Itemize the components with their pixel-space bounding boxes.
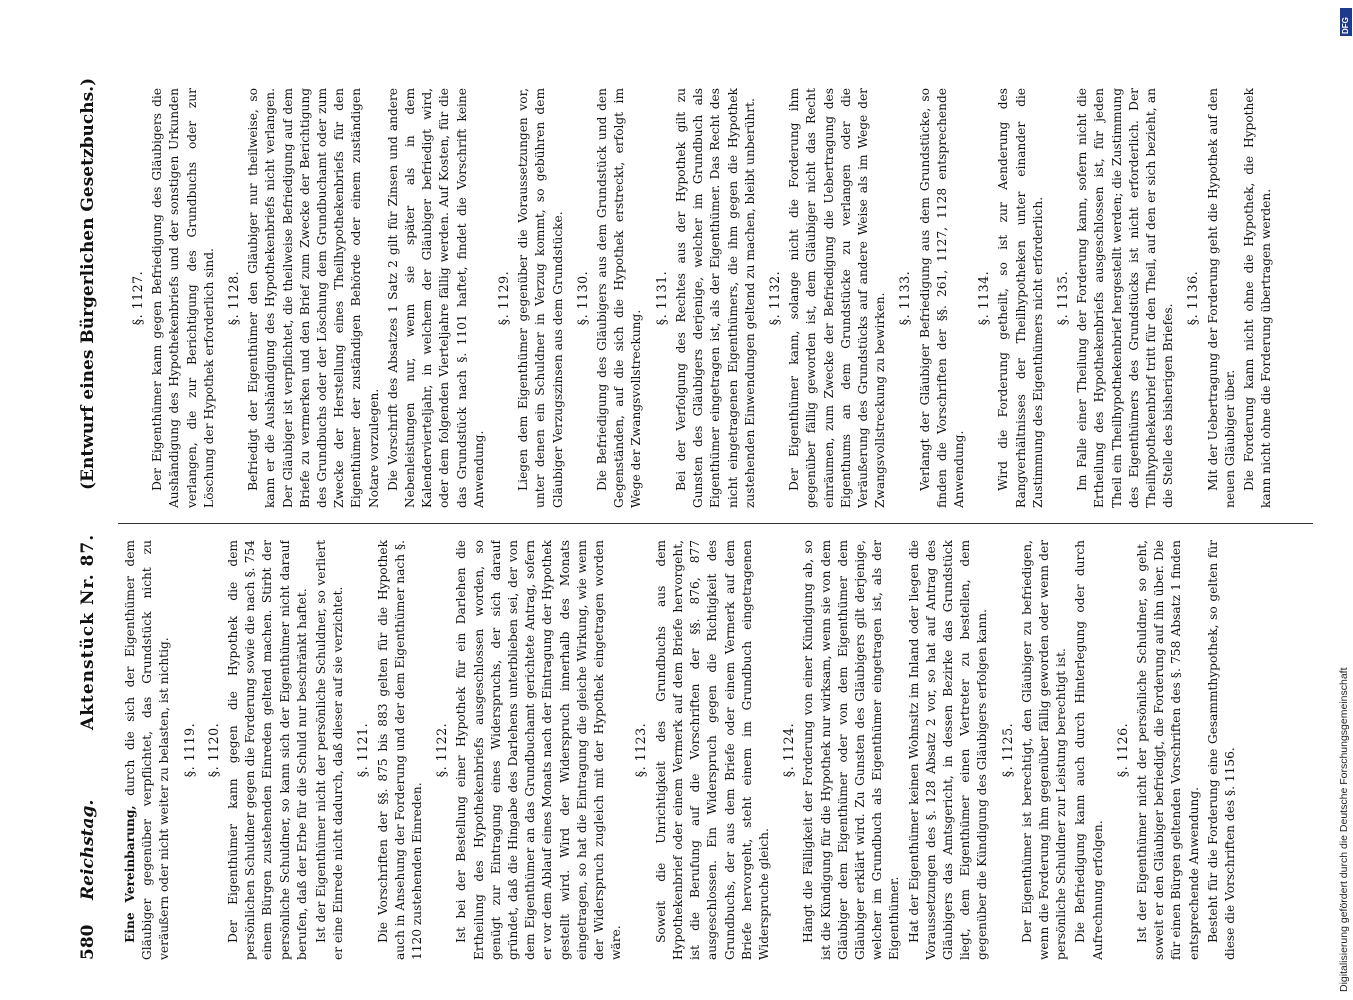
paragraph: Die Vorschriften der §§. 875 bis 883 gelten für die Hypothek auch in Ansehung der Forderung und der dem Eigenthümer nach §. 1120 zustehenden Einreden. (375, 540, 425, 960)
paragraph: Die Befriedigung kann auch durch Hinterlegung oder durch Aufrechnung erfolgen. (1073, 540, 1105, 960)
paragraph: Die Forderung kann nicht ohne die Hypothek, die Hypothek kann nicht ohne die Forderung übertragen werden. (1241, 88, 1274, 508)
section-heading: §. 1128. (226, 270, 242, 326)
paragraph: Der Eigenthümer kann, solange nicht die Forderung ihm gegenüber fällig geworden ist, dem Gläubiger nicht das Recht einräumen, zum Zwecke der Befriedigung die Uebertragung des Eigenthums an dem Grundstücke zu verlangen oder die Veräußerung des Grundstücks auf andere Weise als im Wege der Zwangsvollstreckung zu bewirken. (787, 88, 888, 508)
paragraph: Der Eigenthümer kann gegen Befriedigung des Gläubigers die Aushändigung des Hypothekenbriefs und der sonstigen Urkunden verlangen, die zur Berichtigung des Grundbuchs oder zur Löschung der Hypothek erforderlich sind. (150, 88, 216, 508)
right-column (122, 88, 1322, 508)
digitization-note: Digitalisierung gefördert durch die Deutsche Forschungsgemeinschaft (1338, 667, 1350, 992)
section-heading: §. 1132. (766, 270, 782, 326)
paragraph-text: durch die sich der Eigenthümer dem Gläubiger gegenüber verpflichtet, das Grundstück nicht zu veräußern oder nicht weiter zu belasten, ist nichtig. (123, 540, 172, 960)
section-heading: §. 1136. (1185, 270, 1201, 326)
paragraph: Liegen dem Eigenthümer gegenüber die Voraussetzungen vor, unter denen ein Schuldner in Verzug kommt, so gebühren dem Gläubiger Verzugszinsen aus dem Grundstücke. (516, 88, 565, 508)
paragraph: Der Eigenthümer kann gegen die Hypothek die dem persönlichen Schuldner gegen die Forderung sowie die nach §. 754 einem Bürgen zustehenden Einreden geltend machen. Stirbt der persönliche Schuldner, so kann sich der Eigenthümer nicht darauf berufen, daß der Erbe für die Schuld nur beschränkt haftet. (226, 540, 309, 960)
section-heading: §. 1133. (897, 270, 913, 326)
paragraph: Mit der Uebertragung der Forderung geht die Hypothek auf den neuen Gläubiger über. (1205, 88, 1237, 508)
collection-title: Aktenstück Nr. 87. (78, 533, 98, 730)
left-column (122, 540, 1322, 960)
section-heading: §. 1130. (574, 270, 590, 326)
section-heading: §. 1134. (976, 270, 992, 326)
paragraph: Verlangt der Gläubiger Befriedigung aus dem Grundstücke, so finden die Vorschriften der §§. 261, 1127, 1128 entsprechende Anwendung. (917, 88, 966, 508)
section-heading: §. 1131. (653, 270, 669, 326)
section-heading: §. 1119. (181, 722, 197, 778)
section-heading: §. 1127. (130, 270, 145, 326)
paragraph: Hängt die Fälligkeit der Forderung von einer Kündigung ab, so ist die Kündigung für die Hypothek nur wirksam, wenn sie von dem Gläubiger dem Eigenthümer oder von dem Eigenthümer dem Gläubiger erklärt wird. Zu Gunsten des Gläubigers gilt derjenige, welcher im Grundbuch als Eigenthümer eingetragen ist, als der Eigenthümer. (801, 540, 902, 960)
section-heading: §. 1122. (434, 722, 450, 778)
paragraph: Besteht für die Forderung eine Gesammthypothek, so gelten für diese die Vorschriften des §. 1156. (1205, 540, 1237, 960)
paragraph: Im Falle einer Theilung der Forderung kann, sofern nicht die Ertheilung des Hypothekenbriefs ausgeschlossen ist, für jeden Theil ein Theilhypothekenbrief hergestellt werden; die Zustimmung des Eigenthümers des Grundstücks ist nicht erforderlich. Der Theilhypothekenbrief tritt für den Theil, auf den er sich bezieht, an die Stelle des bisherigen Briefes. (1075, 88, 1176, 508)
paragraph: Der Eigenthümer ist berechtigt, den Gläubiger zu befriedigen, wenn die Forderung ihm gegenüber fällig geworden oder wenn der persönliche Schuldner zur Leistung berechtigt ist. (1019, 540, 1069, 960)
rotated-document-page (70, 70, 1330, 960)
paragraph: Soweit die Unrichtigkeit des Grundbuchs aus dem Hypothekenbrief oder einem Vermerk auf dem Briefe hervorgeht, ist die Berufung auf die Vorschriften der §§. 876, 877 ausgeschlossen. Ein Widerspruch gegen die Richtigkeit des Grundbuchs, der aus dem Briefe oder einem Vermerk auf dem Briefe hervorgeht, steht einem im Grundbuch eingetragenen Widerspruche gleich. (653, 540, 771, 960)
page-number: 580 (78, 924, 98, 960)
dfg-logo (1340, 8, 1352, 36)
paragraph: Hat der Eigenthümer keinen Wohnsitz im Inland oder liegen die Voraussetzungen des §. 128 Absatz 2 vor, so hat auf Antrag des Gläubigers das Amtsgericht, in dessen Bezirke das Grundstück liegt, dem Eigenthümer einen Vertreter zu bestellen, dem gegenüber die Kündigung des Gläubigers erfolgen kann. (906, 540, 990, 960)
paragraph: Bei der Verfolgung des Rechtes aus der Hypothek gilt zu Gunsten des Gläubigers derjenige, welcher im Grundbuch als Eigenthümer eingetragen ist, als der Eigenthümer. Das Recht des nicht eingetragenen Eigenthümers, die ihm gegen die Hypothek zustehenden Einwendungen geltend zu machen, bleibt unberührt. (673, 88, 757, 508)
paragraph (122, 540, 174, 960)
paragraph: Ist der Eigenthümer nicht der persönliche Schuldner, so geht, soweit er den Gläubiger befriedigt, die Forderung auf ihn über. Die für einen Bürgen geltenden Vorschriften des §. 758 Absatz 1 finden entsprechende Anwendung. (1134, 540, 1201, 960)
paragraph: Befriedigt der Eigenthümer den Gläubiger nur theilweise, so kann er die Aushändigung des Hypothekenbriefs nicht verlangen. Der Gläubiger ist verpflichtet, die theilweise Befriedigung auf dem Briefe zu vermerken und den Brief zum Zwecke der Berichtigung des Grundbuchs oder der Löschung dem Grundbuchamt oder zum Zwecke der Herstellung eines Theilhypothekenbriefs für den Eigenthümer der zuständigen Behörde oder einem zuständigen Notare vorzulegen. (246, 88, 381, 508)
paragraph: Wird die Forderung getheilt, so ist zur Aenderung des Rangverhältnisses der Theilhypotheken unter einander die Zustimmung des Eigenthümers nicht erforderlich. (996, 88, 1045, 508)
section-heading: §. 1123. (633, 722, 649, 778)
paragraph: Die Befriedigung des Gläubigers aus dem Grundstück und den Gegenständen, auf die sich die Hypothek erstreckt, erfolgt im Wege der Zwangsvollstreckung. (595, 88, 644, 508)
page-header (70, 70, 110, 960)
running-title: Reichstag. (78, 799, 98, 900)
section-heading: §. 1126. (1114, 722, 1130, 778)
paragraph: Ist bei der Bestellung einer Hypothek für ein Darlehen die Ertheilung des Hypothekenbriefs ausgeschlossen worden, so genügt zur Eintragung eines Widerspruchs, der sich darauf gründet, daß die Hingabe des Darlehens unterblieben sei, der von dem Eigenthümer an das Grundbuchamt gerichtete Antrag, sofern er vor dem Ablauf eines Monats nach der Eintragung der Hypothek gestellt wird. Wird der Widerspruch innerhalb des Monats eingetragen, so hat die Eintragung die gleiche Wirkung, wie wenn der Widerspruch zugleich mit der Hypothek eingetragen worden wäre. (454, 540, 624, 960)
section-heading: §. 1125. (999, 722, 1015, 778)
section-heading: §. 1121. (355, 722, 371, 778)
paragraph: Ist der Eigenthümer nicht der persönliche Schuldner, so verliert er eine Einrede nicht dadurch, daß dieser auf sie verzichtet. (314, 540, 346, 960)
section-heading: §. 1129. (496, 270, 512, 326)
dfg-logo-text: DFG (1341, 17, 1350, 34)
document-title: (Entwurf eines Bürgerlichen Gesetzbuchs.) (78, 77, 98, 490)
section-heading: §. 1120. (205, 722, 221, 778)
digitization-sidebar (1338, 12, 1352, 992)
section-heading: §. 1135. (1054, 270, 1070, 326)
column-divider (118, 523, 1313, 524)
section-heading: §. 1124. (781, 722, 797, 778)
paragraph: Die Vorschrift des Absatzes 1 Satz 2 gilt für Zinsen und andere Nebenleistungen nur, wenn sie später als in dem Kalendervierteljahr, in welchem der Gläubiger befriedigt wird, oder dem folgenden Vierteljahre fällig werden. Auf Kosten, für die das Grundstück nach §. 1101 haftet, findet die Vorschrift keine Anwendung. (385, 88, 486, 508)
paragraph-lead: Eine Vereinbarung, (123, 805, 137, 943)
